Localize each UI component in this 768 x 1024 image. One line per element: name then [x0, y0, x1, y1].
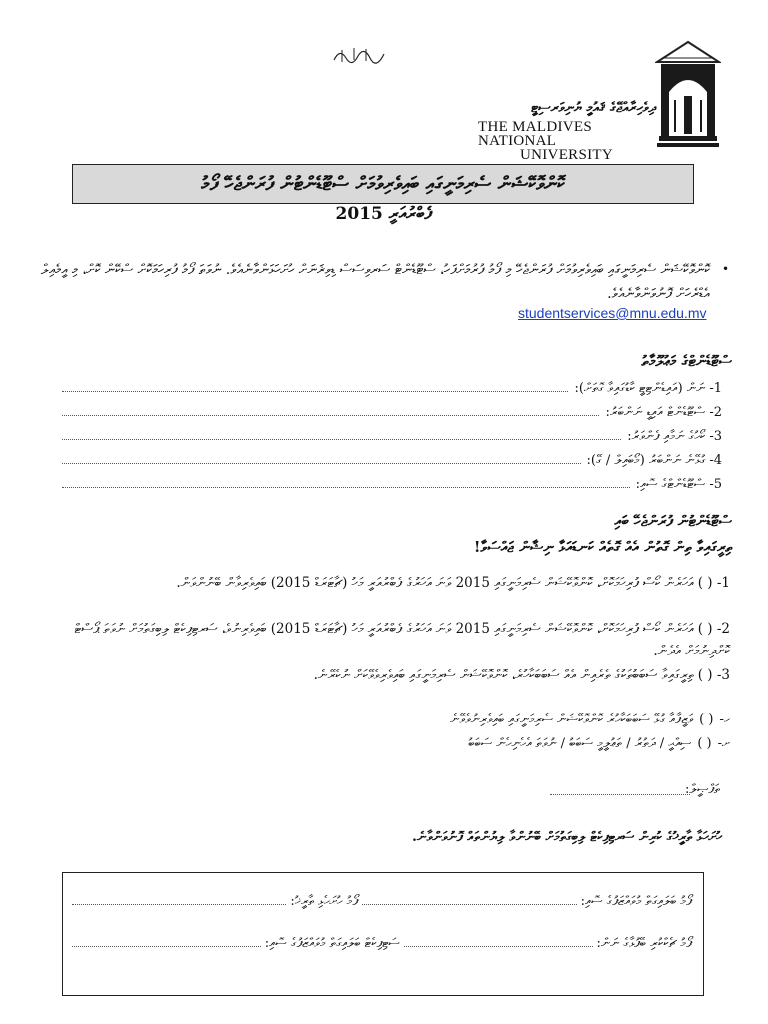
fill-line[interactable]: [62, 463, 581, 464]
field-row-signature[interactable]: [62, 470, 722, 492]
suboption-letter: ހ-: [719, 712, 730, 727]
field-row-name[interactable]: [62, 374, 722, 396]
fill-line[interactable]: [62, 415, 599, 416]
fill-line[interactable]: [404, 946, 593, 947]
university-name: [478, 100, 656, 162]
section1-heading: ސްޓޫޑެންޓްގެ މަޢުލޫމާތު: [641, 352, 732, 370]
form-subtitle: [200, 204, 568, 224]
footnote: ހުށަހަޅާ ތާރީޚުގެ ކުރިން ސަރޓިފިކެޓް ލިބިގަތުމަށް ބޭނުންވާ ލިޔުންތައް ފޮނުވަންވާނެ.: [412, 829, 722, 845]
office-label: ފޯމު ޗެކްކުރި ބޭފުޅާގެ ނަން:: [596, 936, 692, 951]
fill-line[interactable]: [62, 487, 630, 488]
option-1[interactable]: [40, 572, 730, 594]
suboption-checkbox[interactable]: ( ): [697, 736, 712, 751]
section2-subheading: ތިރީގައިވާ ތިން ގޮތުން އެއް ގޮތެއް ކަނޑައަޅާ ނިޝާން ޖައްސަވާ!: [473, 538, 732, 556]
other-details-label: ތަފްޞީލް:: [685, 782, 720, 797]
field-row-student-id[interactable]: [62, 398, 722, 420]
option-text: ތިރީގައިވާ ސަބަބުތަކުގެ ތެރެއިން އެއް ސަބަބަކާހުރެ، ކޮންވޮކޭޝަން ސެރިމަނީގައި ބައިވެރިވެވޭކަށް ނުކެރޭނެ.: [313, 667, 694, 683]
suboption-a[interactable]: [230, 712, 730, 727]
option-text: އަހަރެން ކޯސް ފުރިހަމަކޮށް، ކޮންވޮކޭޝަން ސެރިމަނީގައި 2015 ވަނަ އަހަރުގެ ފެބްރުއަރީ މަހު (ޗާޓަރަޑް 2015) ބައިވެރިނުވެ، ސަރޓިފިކެޓް ލިބިގަތުމަށް ނުވަތަ ޕޯސްޓް ކޮށްދިނުމަށް އެދެން.: [74, 621, 730, 659]
fill-line[interactable]: [362, 904, 576, 905]
office-row-2[interactable]: [72, 936, 692, 951]
field-label: ނަން (އައިޑެންޓިޓީ ކާޑުގައިވާ ގޮތަށް):: [574, 381, 706, 396]
field-label: ސްޓޫޑެންޓްގެ ސޮއި:: [635, 477, 706, 492]
option-number: 1-: [716, 575, 730, 591]
university-name-english: THE MALDIVES NATIONAL: [478, 119, 593, 149]
field-row-contact[interactable]: [62, 446, 722, 468]
form-title: ކޮންވޮކޭޝަން ސެރިމަނީގައި ބައިވެރިވުމަށް ސްޓޫޑެންޓުން ފުރަންޖެހޭ ފޯމު: [72, 164, 694, 204]
bullet-icon: •: [722, 262, 730, 276]
field-number: 4-: [709, 453, 722, 468]
option-3[interactable]: [40, 664, 730, 686]
university-name-english-line2: UNIVERSITY: [520, 147, 613, 163]
suboption-checkbox[interactable]: ( ): [699, 712, 714, 727]
option-checkbox[interactable]: ( ): [697, 621, 713, 637]
field-label: ކޯހުގެ ނަމާއި ފެންވަރު:: [627, 429, 706, 444]
other-details-line[interactable]: [550, 794, 690, 795]
field-label: ސްޓޫޑެންޓް އައިޑީ ނަންބަރު:: [605, 405, 706, 420]
university-name-dhivehi: ދިވެހިރާއްޖޭގެ ޤައުމީ ޔުނިވަރސިޓީ: [531, 100, 656, 116]
office-label: ފޯމު ބަލައިގަތް މުވައްޒަފުގެ ސޮއި:: [580, 894, 692, 909]
option-number: 3-: [716, 667, 730, 683]
bismillah-calligraphy: [330, 40, 390, 70]
option-text: އަހަރެން ކޯސް ފުރިހަމަކޮށް، ކޮންވޮކޭޝަން ސެރިމަނީގައި 2015 ވަނަ އަހަރުގެ ފެބްރުއަރީ މަހު (ޗާޓަރަޑް 2015) ބައިވެރިވާން ބޭނުންވަން.: [176, 575, 694, 591]
suboption-text: ވަޒީފާއާ ގުޅޭ ސަބަބަކާހުރެ ކޮންވޮކޭޝަން ސެރިމަނީގައި ބައިވެރިނުވެވޭނެ: [450, 712, 694, 727]
intro-paragraph: ކޮންވޮކޭޝަން ސެރިމަނީގައި ބައިވެރިވުމަށް ފުރަންޖެހޭ މި ފޯމު ފުރުމަށްފަހު، ސްޓޫޑެންޓް ސަރވިސަސް ޑިވިޜަނަށް ހުށަހަޅަންވާނެއެވެ. ނުވަތަ ފޯމު ފުރިހަމަކޮށް ސްކޭން ކޮށް، މި އީމެއިލް އެޑްރެހަށް ފޮނުވަންވާނެއެވެ.: [40, 262, 710, 302]
fill-line[interactable]: [62, 391, 568, 392]
office-row-1[interactable]: [72, 894, 692, 909]
field-number: 1-: [709, 381, 722, 396]
suboption-b[interactable]: [230, 736, 730, 751]
office-label: ސަޓިފިކެޓް ބަލައިގަތް މުވައްޒަފުގެ ސޮއި:: [264, 936, 400, 951]
office-label: ފޯމު ހުށަހެޅި ތާރީޚު:: [290, 894, 359, 909]
section2-heading: ސްޓޫޑެންޓުން ފުރަންޖެހޭ ބައި: [614, 512, 732, 530]
subtitle-year: 2015: [335, 204, 383, 224]
suboption-letter: ށ-: [717, 736, 730, 751]
university-logo: [655, 40, 721, 158]
field-row-course[interactable]: [62, 422, 722, 444]
option-checkbox[interactable]: ( ): [697, 575, 713, 591]
fill-line[interactable]: [72, 946, 261, 947]
subtitle-month: ފެބްރުއަރީ: [388, 204, 433, 224]
field-number: 3-: [709, 429, 722, 444]
email-link[interactable]: studentservices@mnu.edu.mv: [518, 305, 707, 321]
fill-line[interactable]: [62, 439, 621, 440]
fill-line[interactable]: [72, 904, 286, 905]
field-label: ގުޅޭނެ ނަންބަރު (މޯބައިލް / ގޭ):: [586, 453, 706, 468]
option-2[interactable]: [40, 618, 730, 662]
option-checkbox[interactable]: ( ): [697, 667, 713, 683]
field-number: 2-: [709, 405, 722, 420]
option-number: 2-: [716, 621, 730, 637]
suboption-text: ސިއްޙީ / ދަތުރު / ތަޢުލީމީ ސަބަބު / ނުވަތަ އެހެނިހެން ސަބަބު: [468, 736, 692, 751]
field-number: 5-: [709, 477, 722, 492]
office-use-box: [62, 872, 704, 996]
